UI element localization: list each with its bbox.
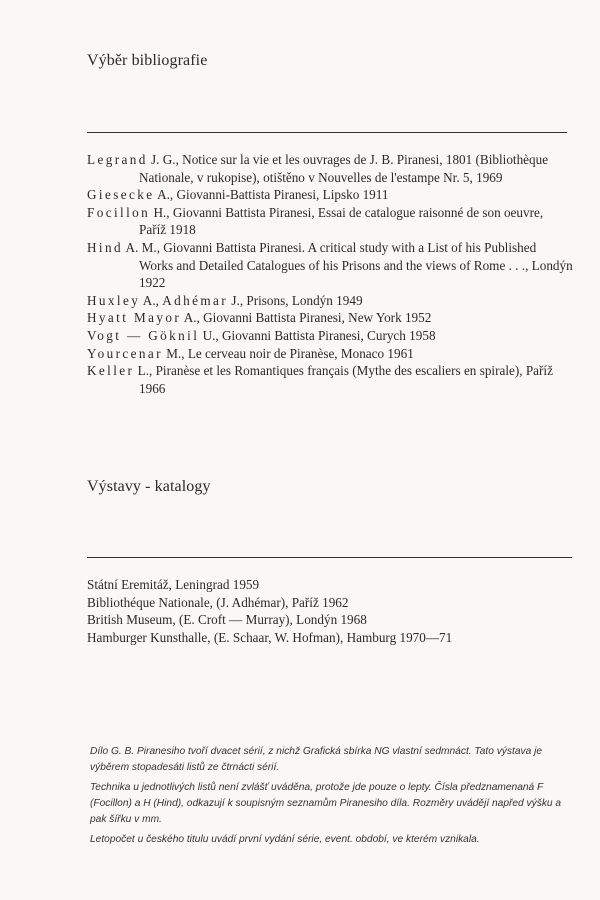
note-paragraph: Letopočet u českého titulu uvádí první vydání série, event. období, ve kterém vznikala.	[90, 834, 480, 845]
entry-author-second: Adhémar	[162, 292, 229, 308]
bibliography-entry	[87, 327, 573, 345]
bibliography-entry	[87, 239, 573, 292]
entry-text: H., Giovanni Battista Piranesi, Essai de catalogue raisonné de son oeuvre, Paříž 1918	[139, 204, 544, 238]
exhibition-item: Bibliothéque Nationale, (J. Adhémar), Paříž 1962	[87, 594, 349, 610]
entry-text: A. M., Giovanni Battista Piranesi. A critical study with a List of his Published Works and Detailed Catalogues of his Prisons and the views of Rome . . ., Londýn 1922	[122, 239, 573, 291]
entry-text: A., Giovanni-Battista Piranesi, Lipsko 1911	[154, 187, 389, 203]
bibliography-entry	[87, 292, 573, 310]
entry-author: Hyatt Mayor	[87, 310, 182, 326]
bibliography-entry	[87, 362, 573, 397]
bibliography-list	[87, 151, 573, 397]
exhibition-item: Státní Eremitáž, Leningrad 1959	[87, 577, 260, 592]
entry-author: Yourcenar	[87, 345, 163, 361]
exhibitions-list	[87, 576, 573, 646]
entry-text: L., Piranèse et les Romantiques français (Mythe des escaliers en spirale), Paříž 1966	[134, 363, 553, 396]
entry-author: Focillon	[87, 204, 151, 220]
bibliography-entry	[87, 151, 573, 186]
entry-text: M., Le cerveau noir de Piranèse, Monaco 1961	[162, 345, 414, 361]
section-divider	[87, 132, 567, 133]
entry-text: A.,	[140, 292, 163, 308]
entry-author: Legrand	[87, 152, 148, 167]
note-paragraph: Dílo G. B. Piranesiho tvoří dvacet sérií, z nichž Grafická sbírka NG vlastní sedmnáct. Tato výstava je výběrem stopadesáti listů ze čtrnácti sérií.	[90, 746, 543, 773]
bibliography-entry	[87, 309, 573, 327]
entry-author: Vogt — Göknil	[87, 327, 200, 343]
section-divider	[87, 557, 572, 558]
entry-author: Hind	[87, 239, 123, 255]
bibliography-entry	[87, 204, 573, 239]
entry-text: J., Prisons, Londýn 1949	[228, 292, 363, 308]
entry-text: A., Giovanni Battista Piranesi, New York 1952	[181, 310, 432, 326]
bibliography-heading: Výběr bibliografie	[87, 52, 208, 69]
exhibitions-heading: Výstavy - katalogy	[87, 478, 211, 495]
bibliography-entry	[87, 345, 573, 363]
entry-text: J. G., Notice sur la vie et les ouvrages de J. B. Piranesi, 1801 (Bibliothèque Nationale, v rukopise), otištěno v Nouvelles de l'estampe Nr. 5, 1969	[139, 152, 549, 185]
editorial-notes	[90, 744, 580, 852]
entry-author: Huxley	[87, 292, 141, 308]
bibliography-entry	[87, 186, 573, 204]
entry-author: Keller	[87, 363, 135, 379]
note-paragraph: Technika u jednotlivých listů není zvlášť uváděna, protože jde pouze o lepty. Čísla předznamenaná F (Focillon) a H (Hind), odkazují k soupisným seznamům Piranesiho díla. Rozměry uvádějí napřed výšku a pak šířku v mm.	[90, 782, 562, 825]
entry-text: U., Giovanni Battista Piranesi, Curych 1958	[199, 327, 436, 343]
entry-author: Giesecke	[87, 187, 155, 203]
exhibition-item: British Museum, (E. Croft — Murray), Londýn 1968	[87, 612, 367, 628]
exhibition-item: Hamburger Kunsthalle, (E. Schaar, W. Hofman), Hamburg 1970—71	[87, 629, 453, 645]
